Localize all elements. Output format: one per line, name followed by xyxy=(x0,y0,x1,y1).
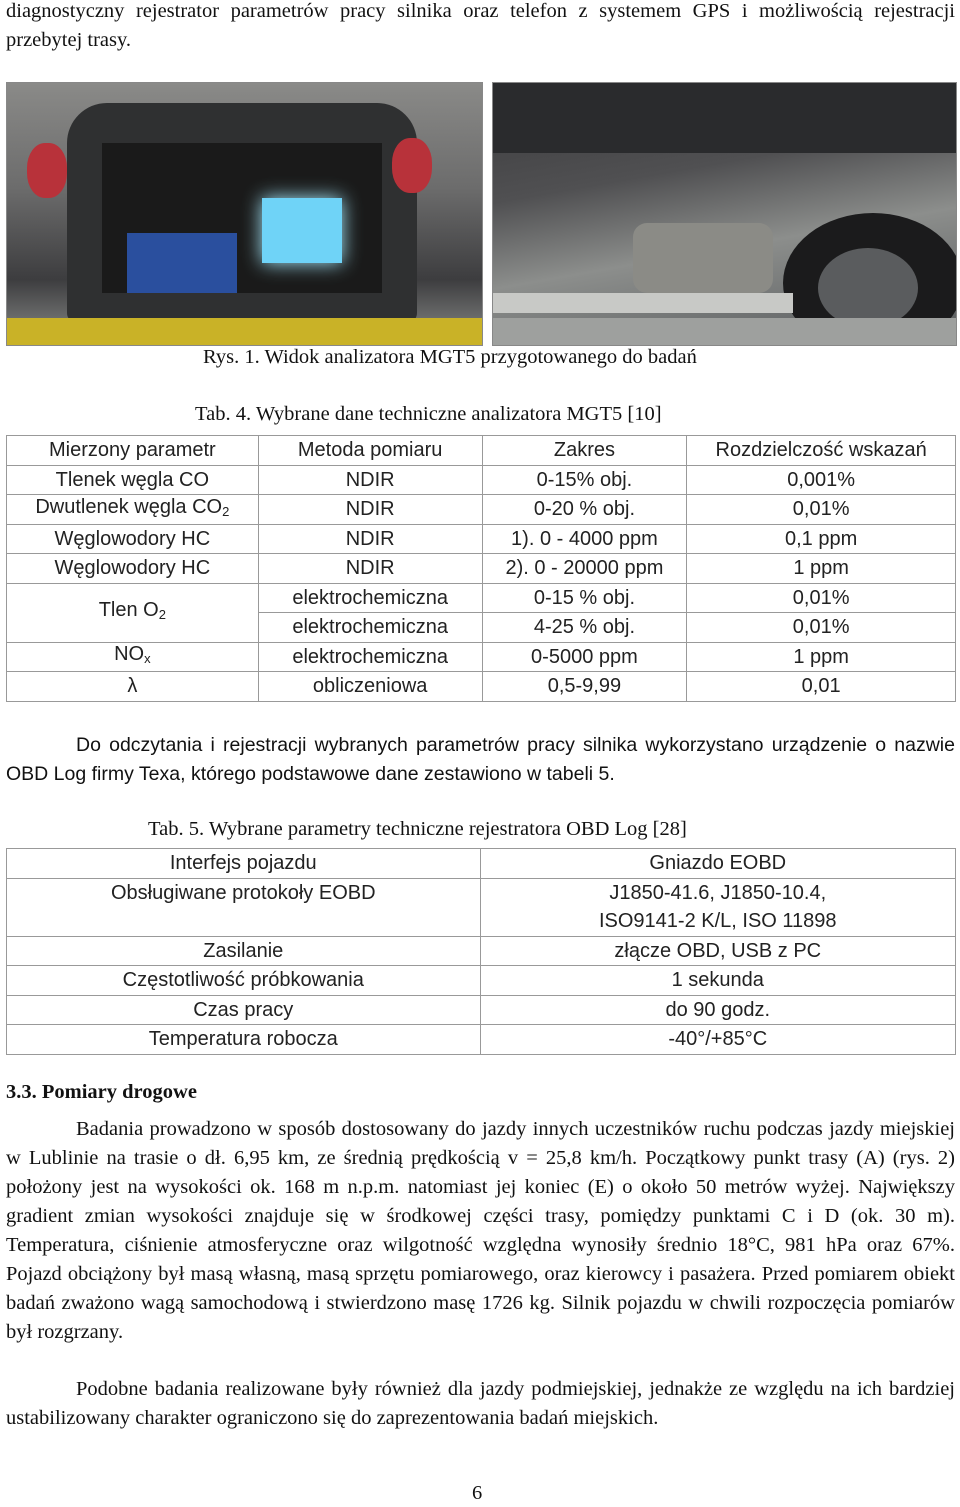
table-cell: 1 sekunda xyxy=(480,966,955,996)
table-cell: 1). 0 - 4000 ppm xyxy=(482,524,687,554)
table-row xyxy=(7,465,956,495)
table-row xyxy=(7,583,956,613)
figure-caption: Rys. 1. Widok analizatora MGT5 przygotowanego do badań xyxy=(203,346,697,368)
table-row xyxy=(7,524,956,554)
table-cell: Temperatura robocza xyxy=(7,1025,481,1055)
table-cell: 1 ppm xyxy=(687,642,956,672)
table-cell: NDIR xyxy=(258,524,482,554)
table-cell: 0,01% xyxy=(687,583,956,613)
table-row xyxy=(7,878,956,907)
obd-paragraph-text: Do odczytania i rejestracji wybranych parametrów pracy silnika wykorzystano urządzenie o nazwie OBD Log firmy Texa, którego podstawowe dane zestawiono w tabeli 5. xyxy=(6,734,955,785)
table4-header-row xyxy=(7,436,956,466)
table-cell: NDIR xyxy=(258,495,482,525)
table-cell: Dwutlenek węgla $CO_2$ xyxy=(7,495,259,525)
table-cell: elektrochemiczna xyxy=(258,613,482,643)
table-cell: NDIR xyxy=(258,465,482,495)
table-cell: Gniazdo EOBD xyxy=(480,849,955,879)
table-cell: ISO9141-2 K/L, ISO 11898 xyxy=(480,907,955,936)
table-row xyxy=(7,849,956,879)
table-cell: 1 ppm xyxy=(687,554,956,584)
section-heading: 3.3. Pomiary drogowe xyxy=(6,1081,197,1103)
table-cell: elektrochemiczna xyxy=(258,642,482,672)
page-number: 6 xyxy=(472,1482,483,1504)
table-row xyxy=(7,995,956,1025)
table-cell: 0,5-9,99 xyxy=(482,672,687,702)
table-cell: Częstotliwość próbkowania xyxy=(7,966,481,996)
table-cell: 0-15 % obj. xyxy=(482,583,687,613)
table-row xyxy=(7,936,956,966)
table4-caption: Tab. 4. Wybrane dane techniczne analizatora MGT5 [10] xyxy=(195,403,662,425)
table-cell: Obsługiwane protokoły EOBD xyxy=(7,878,481,936)
table-cell: złącze OBD, USB z PC xyxy=(480,936,955,966)
table4-header-cell: Zakres xyxy=(482,436,687,466)
table-cell: 0-5000 ppm xyxy=(482,642,687,672)
table-cell: Węglowodory HC xyxy=(7,524,259,554)
obd-paragraph xyxy=(6,731,955,789)
table-cell: Tlen $O_2$ xyxy=(7,583,259,642)
road-paragraph-2 xyxy=(6,1375,955,1433)
table-row xyxy=(7,966,956,996)
photo-car-trunk xyxy=(6,82,483,346)
table-row xyxy=(7,642,956,672)
table-row xyxy=(7,672,956,702)
table-cell: λ xyxy=(7,672,259,702)
table-cell: 0,001% xyxy=(687,465,956,495)
table4-header-cell: Metoda pomiaru xyxy=(258,436,482,466)
intro-paragraph: diagnostyczny rejestrator parametrów pracy silnika oraz telefon z systemem GPS i możliwością rejestracji przebytej trasy. xyxy=(6,0,955,51)
table-cell: 0-15% obj. xyxy=(482,465,687,495)
table-cell: NDIR xyxy=(258,554,482,584)
table-cell: Tlenek węgla CO xyxy=(7,465,259,495)
table-cell: Interfejs pojazdu xyxy=(7,849,481,879)
table-cell: 0,01% xyxy=(687,613,956,643)
table-cell: 2). 0 - 20000 ppm xyxy=(482,554,687,584)
table-cell: -40°/+85°C xyxy=(480,1025,955,1055)
table-cell: 0,01% xyxy=(687,495,956,525)
table-cell: 0-20 % obj. xyxy=(482,495,687,525)
table-cell: 4-25 % obj. xyxy=(482,613,687,643)
table-cell: Węglowodory HC xyxy=(7,554,259,584)
table-cell: $NO_x$ xyxy=(7,642,259,672)
road-paragraph-1-text: Badania prowadzono w sposób dostosowany do jazdy innych uczestników ruchu podczas jazdy miejskiej w Lublinie na trasie o dł. 6,95 km, ze średnią prędkością v = 25,8 km/h. Początkowy punkt trasy (A) (rys. 2) położony jest na wysokości ok. 168 m n.p.m. natomiast jej koniec (E) o około 50 metrów wyżej. Największy gradient zmian wysokości znajduje się w środkowej części trasy, pomiędzy punktami C i D (ok. 30 m). Temperatura, ciśnienie atmosferyczne oraz wilgotność względna wynosiły średnio 18°C, 981 hPa oraz 67%. Pojazd obciążony był masą własną, masą sprzętu pomiarowego, oraz kierowcy i pasażera. Przed pomiarem obiekt badań zważono wagą samochodową i stwierdzono masę 1726 kg. Silnik pojazdu w chwili rozpoczęcia pomiarów był rozgrzany. xyxy=(6,1118,955,1343)
table-cell: do 90 godz. xyxy=(480,995,955,1025)
table-cell: obliczeniowa xyxy=(258,672,482,702)
table-row xyxy=(7,1025,956,1055)
photo-exhaust-probe xyxy=(492,82,957,346)
table-cell: J1850-41.6, J1850-10.4, xyxy=(480,878,955,907)
table-cell: 0,1 ppm xyxy=(687,524,956,554)
road-paragraph-2-text: Podobne badania realizowane były również dla jazdy podmiejskiej, jednakże ze względu na ich bardziej ustabilizowany charakter ograniczono się do zaprezentowania badań miejskich. xyxy=(6,1378,955,1429)
table-cell: Zasilanie xyxy=(7,936,481,966)
table-cell: Czas pracy xyxy=(7,995,481,1025)
table-row xyxy=(7,495,956,525)
road-paragraph-1 xyxy=(6,1115,955,1347)
table-cell: 0,01 xyxy=(687,672,956,702)
table-cell: elektrochemiczna xyxy=(258,583,482,613)
table4-header-cell: Rozdzielczość wskazań xyxy=(687,436,956,466)
table5-caption: Tab. 5. Wybrane parametry techniczne rejestratora OBD Log [28] xyxy=(148,818,687,840)
table4-header-cell: Mierzony parametr xyxy=(7,436,259,466)
table4 xyxy=(6,435,956,702)
table-row xyxy=(7,554,956,584)
table5 xyxy=(6,848,956,1055)
